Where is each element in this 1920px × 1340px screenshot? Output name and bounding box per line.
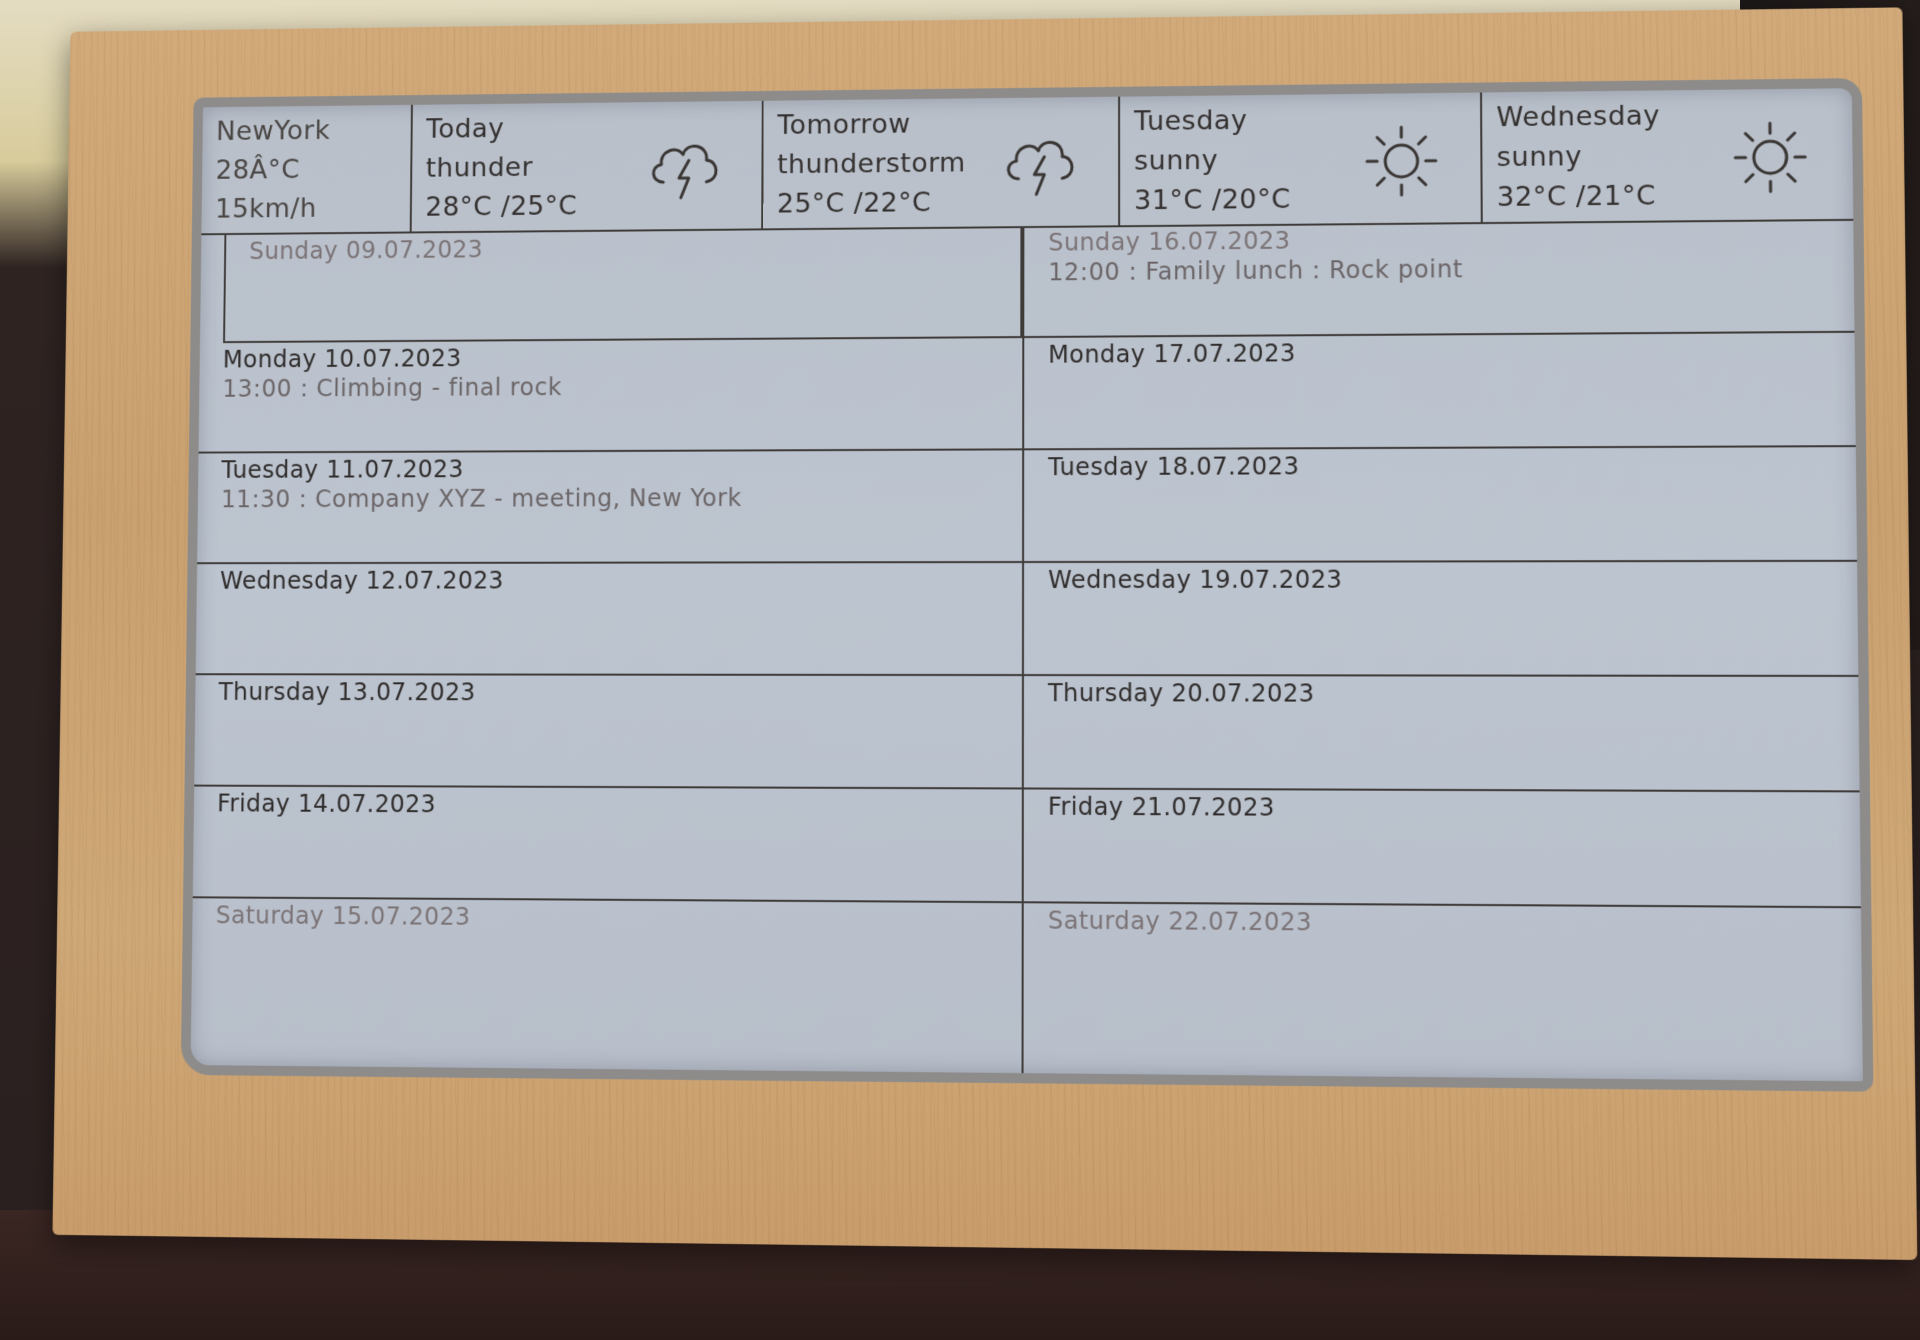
calendar-day xyxy=(199,338,1023,453)
forecast-temps: 25°C /22°C xyxy=(776,187,932,220)
day-label: Tuesday 11.07.2023 xyxy=(221,455,464,484)
calendar-week-1 xyxy=(191,226,1025,1073)
forecast-condition: thunder xyxy=(425,152,534,184)
day-label: Monday 17.07.2023 xyxy=(1048,339,1296,369)
forecast-wednesday xyxy=(1482,88,1851,222)
calendar-day xyxy=(193,787,1022,904)
sun-icon xyxy=(1359,119,1444,203)
day-label: Sunday 16.07.2023 xyxy=(1048,226,1291,257)
forecast-temps: 28°C /25°C xyxy=(425,190,578,223)
forecast-condition: sunny xyxy=(1134,145,1219,177)
day-event: 13:00 : Climbing - final rock xyxy=(222,373,563,403)
calendar-day xyxy=(1024,562,1858,677)
day-label: Wednesday 19.07.2023 xyxy=(1048,565,1343,594)
forecast-temps: 31°C /20°C xyxy=(1134,184,1291,217)
calendar-day xyxy=(191,898,1021,1017)
current-conditions xyxy=(201,105,412,233)
thunderstorm-icon xyxy=(999,123,1083,207)
calendar-day xyxy=(196,563,1022,676)
forecast-condition: sunny xyxy=(1496,141,1583,174)
forecast-day: Wednesday xyxy=(1496,100,1661,134)
wind-speed: 15km/h xyxy=(214,193,317,225)
forecast-tomorrow xyxy=(763,97,1120,229)
day-label: Thursday 13.07.2023 xyxy=(218,678,476,707)
calendar-day xyxy=(223,226,1022,343)
forecast-day: Today xyxy=(426,113,505,145)
sun-icon xyxy=(1727,115,1814,200)
day-event: 12:00 : Family lunch : Rock point xyxy=(1048,255,1464,287)
forecast-day: Tomorrow xyxy=(777,108,911,141)
calendar-day xyxy=(1024,676,1860,792)
day-label: Sunday 09.07.2023 xyxy=(249,235,484,265)
forecast-condition: thunderstorm xyxy=(777,147,966,181)
calendar-day xyxy=(197,450,1022,564)
day-label: Saturday 22.07.2023 xyxy=(1047,906,1312,937)
calendar-day xyxy=(194,675,1022,789)
day-label: Tuesday 18.07.2023 xyxy=(1048,452,1300,482)
eink-display xyxy=(181,78,1874,1092)
thunderstorm-icon xyxy=(644,127,727,210)
forecast-temps: 32°C /21°C xyxy=(1496,180,1657,213)
day-label: Wednesday 12.07.2023 xyxy=(219,566,504,595)
forecast-today xyxy=(412,101,764,232)
weather-bar xyxy=(201,88,1853,235)
calendar-day xyxy=(1024,447,1857,563)
calendar-day xyxy=(1024,789,1861,908)
location-city: NewYork xyxy=(215,115,331,147)
wooden-frame xyxy=(52,7,1917,1260)
day-label: Monday 10.07.2023 xyxy=(222,344,462,374)
day-label: Friday 21.07.2023 xyxy=(1047,792,1275,822)
day-event: 11:30 : Company XYZ - meeting, New York xyxy=(220,484,742,514)
day-label: Saturday 15.07.2023 xyxy=(215,901,471,931)
calendar-day xyxy=(1024,333,1856,451)
calendar-day xyxy=(1024,219,1854,338)
calendar-day xyxy=(1024,903,1863,1024)
calendar-week-2 xyxy=(1024,219,1863,1081)
calendar-grid xyxy=(191,219,1863,1081)
forecast-day: Tuesday xyxy=(1134,105,1248,138)
current-temperature: 28Â°C xyxy=(215,154,301,186)
forecast-tuesday xyxy=(1120,92,1483,225)
day-label: Thursday 20.07.2023 xyxy=(1047,679,1315,708)
day-label: Friday 14.07.2023 xyxy=(217,789,436,819)
